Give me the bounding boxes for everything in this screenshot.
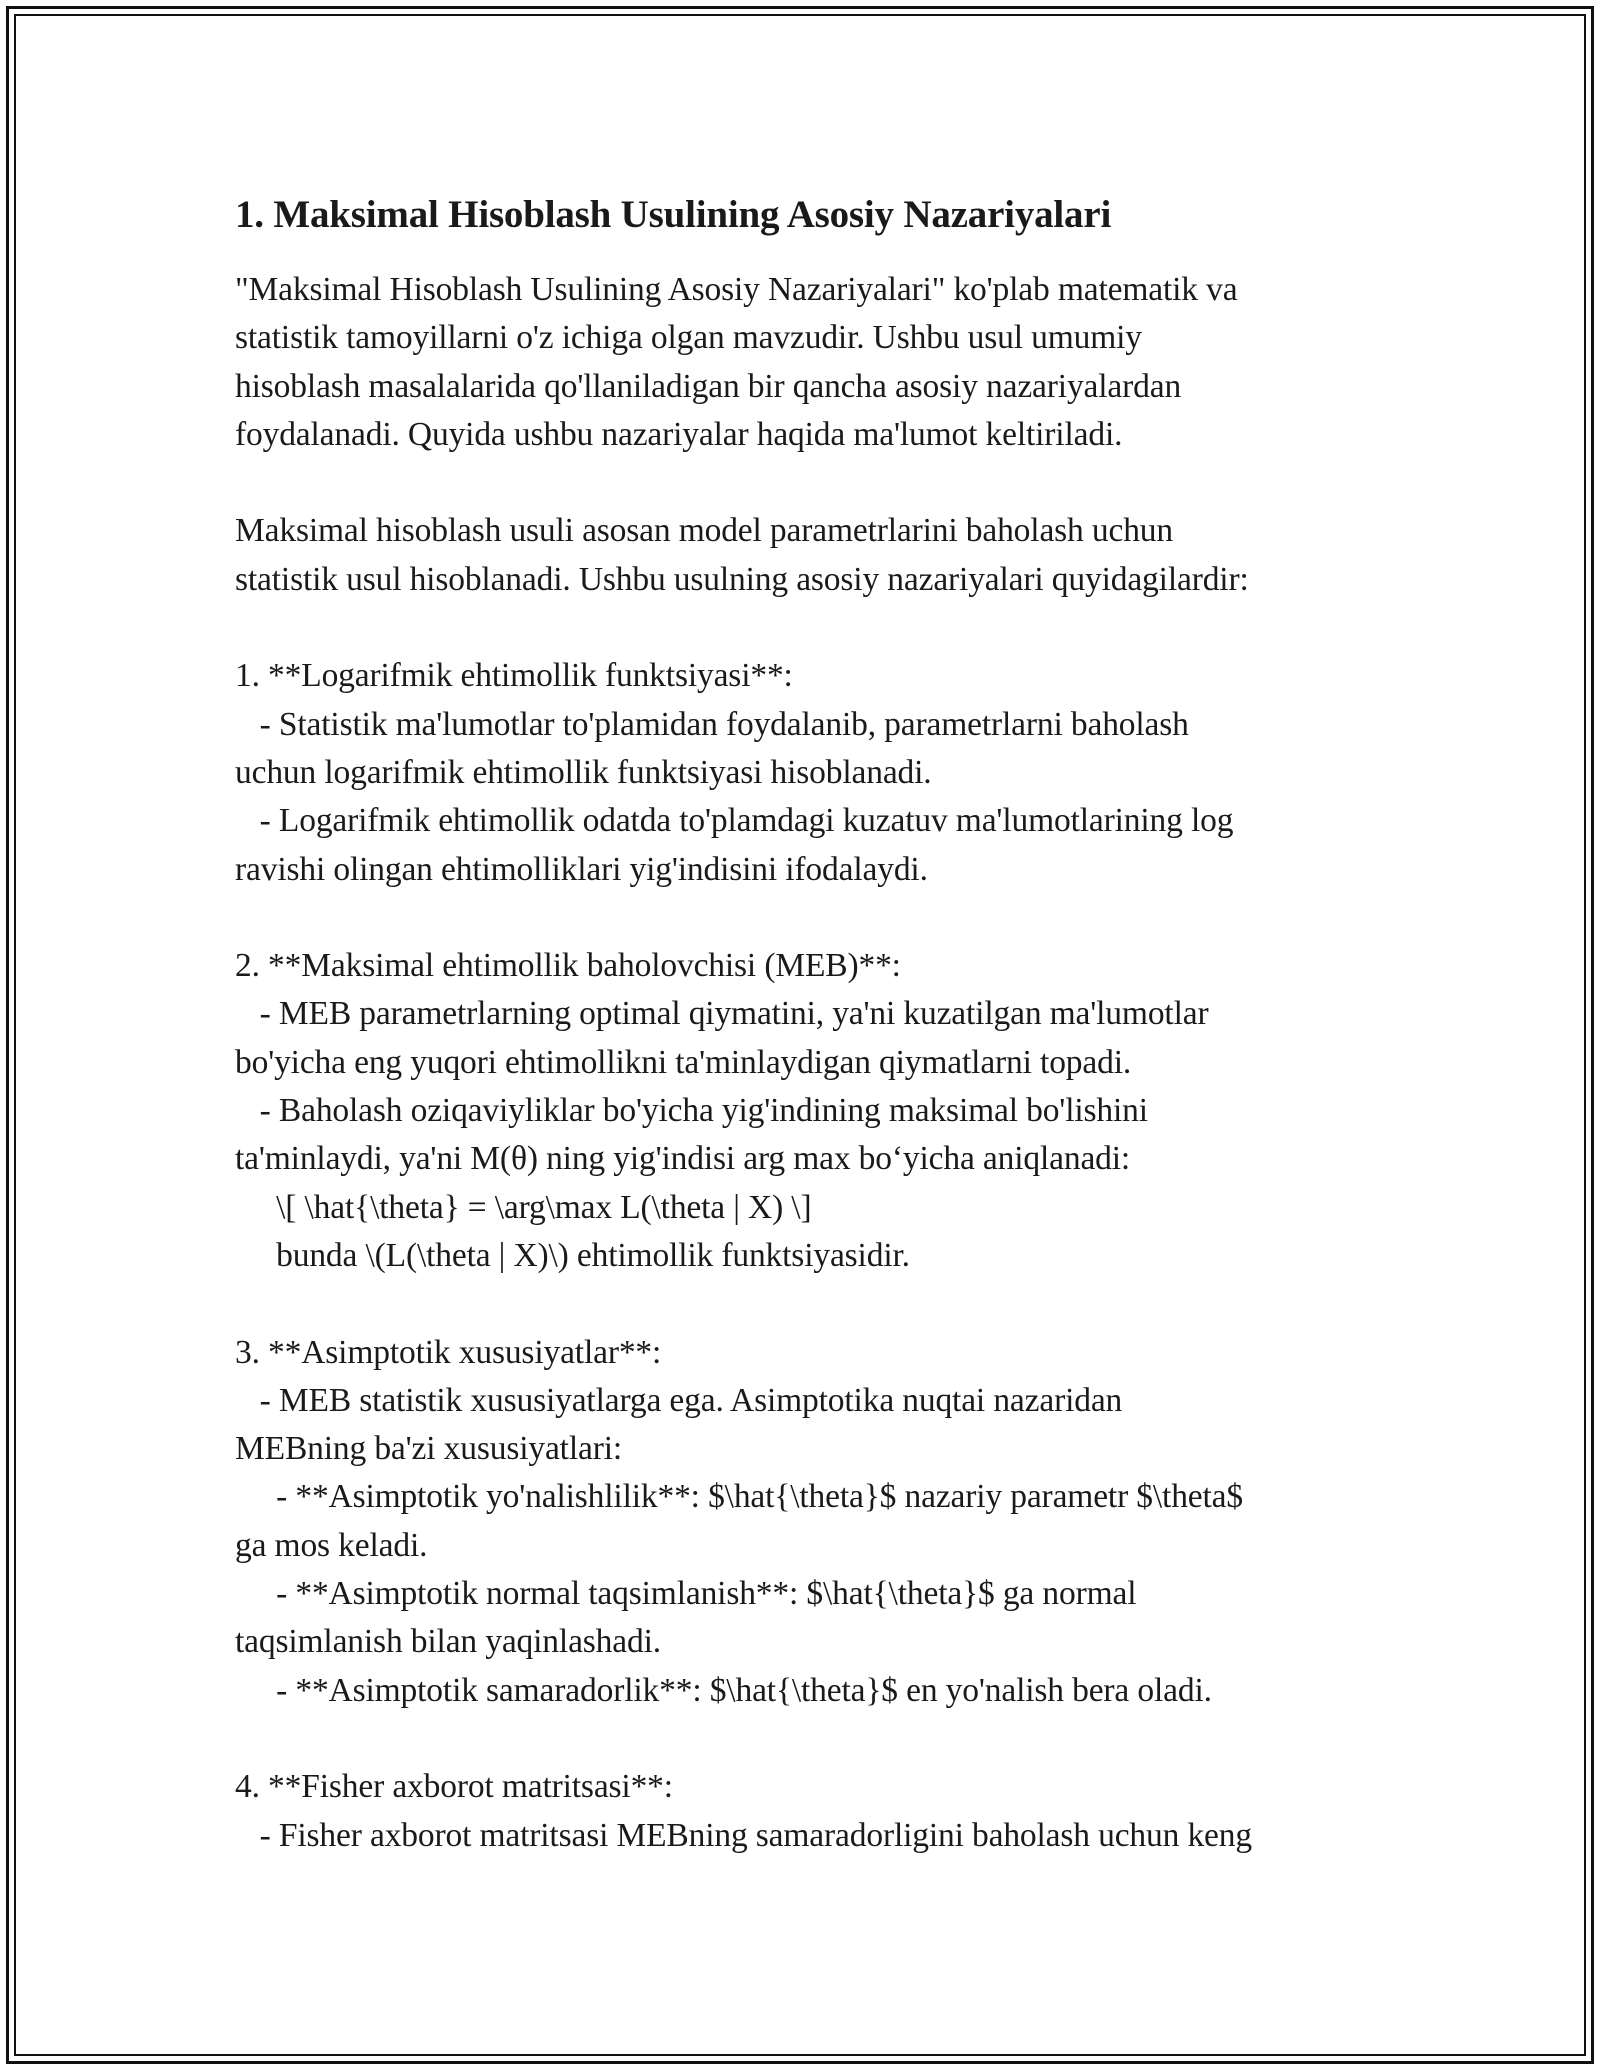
section-heading-line: 3. **Asimptotik xususiyatlar**: xyxy=(235,1333,662,1371)
text-line: foydalanadi. Quyida ushbu nazariyalar haqida ma'lumot keltiriladi. xyxy=(235,415,1123,453)
text-line: - MEB statistik xususiyatlarga ega. Asimptotika nuqtai nazaridan xyxy=(235,1381,1123,1419)
text-line: - **Asimptotik yo'nalishlilik**: $\hat{\theta}$ nazariy parametr $\theta$ xyxy=(235,1478,1244,1516)
text-line: ravishi olingan ehtimolliklari yig'indisini ifodalaydi. xyxy=(235,850,928,888)
document-title: 1. Maksimal Hisoblash Usulining Asosiy Nazariyalari xyxy=(235,193,1112,236)
document-body xyxy=(235,188,1415,1860)
text-line: ga mos keladi. xyxy=(235,1526,428,1564)
text-line: ta'minlaydi, ya'ni M(θ) ning yig'indisi arg max bo‘yicha aniqlanadi: xyxy=(235,1140,1131,1178)
text-line: - MEB parametrlarning optimal qiymatini, ya'ni kuzatilgan ma'lumotlar xyxy=(235,995,1209,1033)
blank-line xyxy=(235,894,1415,942)
text-line: - Logarifmik ehtimollik odatda to'plamdagi kuzatuv ma'lumotlarining log xyxy=(235,802,1234,840)
text-line: statistik tamoyillarni o'z ichiga olgan mavzudir. Ushbu usul umumiy xyxy=(235,319,1142,357)
text-line: - Baholash oziqaviyliklar bo'yicha yig'indining maksimal bo'lishini xyxy=(235,1092,1148,1130)
text-line: - **Asimptotik samaradorlik**: $\hat{\theta}$ en yo'nalish bera oladi. xyxy=(235,1671,1212,1709)
section-heading-line: 2. **Maksimal ehtimollik baholovchisi (MEB)**: xyxy=(235,947,901,985)
blank-line xyxy=(235,1715,1415,1763)
text-line: - **Asimptotik normal taqsimlanish**: $\hat{\theta}$ ga normal xyxy=(235,1575,1137,1613)
text-line: bunda \(L(\theta | X)\) ehtimollik funktsiyasidir. xyxy=(235,1236,910,1274)
text-line: uchun logarifmik ehtimollik funktsiyasi hisoblanadi. xyxy=(235,753,932,791)
text-line: hisoblash masalalarida qo'llaniladigan bir qancha asosiy nazariyalardan xyxy=(235,367,1182,405)
text-line: Maksimal hisoblash usuli asosan model parametrlarini baholash uchun xyxy=(235,512,1173,550)
blank-line xyxy=(235,1280,1415,1328)
text-line: - Fisher axborot matritsasi MEBning samaradorligini baholash uchun keng xyxy=(235,1816,1252,1854)
text-line: taqsimlanish bilan yaqinlashadi. xyxy=(235,1623,661,1661)
text-line: statistik usul hisoblanadi. Ushbu usulning asosiy nazariyalari quyidagilardir: xyxy=(235,560,1249,598)
text-line: - Statistik ma'lumotlar to'plamidan foydalanib, parametrlarni baholash xyxy=(235,705,1189,743)
text-line: MEBning ba'zi xususiyatlari: xyxy=(235,1430,623,1468)
text-line: "Maksimal Hisoblash Usulining Asosiy Nazariyalari" ko'plab matematik va xyxy=(235,271,1238,308)
blank-line xyxy=(235,604,1415,652)
section-heading-line: 1. **Logarifmik ehtimollik funktsiyasi**: xyxy=(235,657,793,695)
blank-line xyxy=(235,459,1415,507)
formula-line: \[ \hat{\theta} = \arg\max L(\theta | X) \] xyxy=(235,1188,812,1226)
text-line: bo'yicha eng yuqori ehtimollikni ta'minlaydigan qiymatlarni topadi. xyxy=(235,1043,1132,1081)
section-heading-line: 4. **Fisher axborot matritsasi**: xyxy=(235,1768,673,1806)
